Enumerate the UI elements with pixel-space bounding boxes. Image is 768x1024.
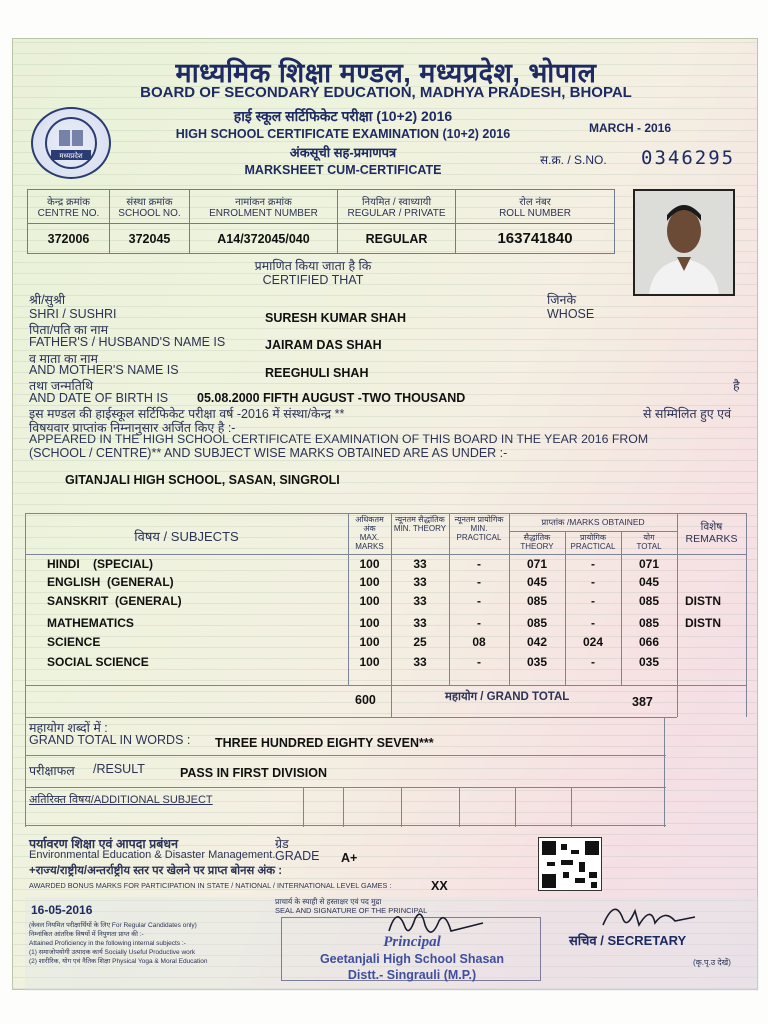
env-hindi: पर्यावरण शिक्षा एवं आपदा प्रबंधन <box>29 837 179 851</box>
note-3: Attained Proficiency in the following internal subjects :- <box>29 940 186 947</box>
doc-title-english: MARKSHEET CUM-CERTIFICATE <box>244 163 442 177</box>
cell-remarks: DISTN <box>685 594 721 608</box>
additional-subject-label <box>29 792 213 807</box>
theory-header-en: THEORY <box>520 542 554 551</box>
cell-subject: SOCIAL SCIENCE <box>47 655 149 669</box>
total-header-hi: योग <box>643 533 655 542</box>
remarks-header-hi: विशेष <box>700 521 723 533</box>
total-header <box>621 533 677 551</box>
cell-th: 071 <box>526 557 548 571</box>
secretary-label: सचिव / SECRETARY <box>569 933 687 948</box>
cell-subject: HINDI (SPECIAL) <box>47 557 154 571</box>
appeared-hindi: इस मण्डल की हाईस्कूल सर्टिफिकेट परीक्षा वर्ष -2016 में संस्था/केन्द्र ** <box>29 407 345 421</box>
cell-pr: - <box>591 594 595 608</box>
roll-label-hi: रोल नंबर <box>519 197 551 208</box>
certified-english: CERTIFIED THAT <box>262 273 364 287</box>
min-practical-header-hi: न्यूनतम प्रायोगिक <box>454 515 504 524</box>
cell-min-pr: - <box>477 575 481 589</box>
bonus-value: XX <box>431 879 448 893</box>
stamp-district: Distt.- Singrauli (M.P.) <box>347 968 477 982</box>
pto-note: (कृ.पृ.उ देखें) <box>693 958 731 967</box>
id-table <box>27 189 615 254</box>
father-name: JAIRAM DAS SHAH <box>265 338 382 352</box>
cell-total: 066 <box>638 635 660 649</box>
stamp-title: Principal <box>383 934 441 950</box>
grand-total-label: महायोग / GRAND TOTAL <box>445 691 570 703</box>
cell-min-pr: - <box>477 557 481 571</box>
table-row <box>25 557 759 577</box>
person-photo-icon <box>635 191 733 294</box>
note-1: (केवल नियमित परीक्षार्थियों के लिए For Regular Candidates only) <box>29 922 197 929</box>
grand-total: 387 <box>632 695 653 709</box>
issue-date: 16-05-2016 <box>31 903 93 917</box>
hai-hindi: है <box>733 379 740 393</box>
dob-hindi: तथा जन्मतिथि <box>29 379 94 393</box>
whose-hindi: जिनके <box>547 293 577 307</box>
table-row <box>25 616 759 636</box>
cell-min-th: 33 <box>413 575 427 589</box>
words-english: GRAND TOTAL IN WORDS : <box>29 733 191 747</box>
min-theory-header-en: MIN. THEORY <box>393 524 447 533</box>
max-header-en: MAX. MARKS <box>355 533 384 551</box>
serial-label: स.क्र. / S.NO. <box>540 153 607 167</box>
bonus-english: AWARDED BONUS MARKS FOR PARTICIPATION IN STATE / NATIONAL / INTERNATIONAL LEVEL GAMES : <box>29 881 392 890</box>
cell-max: 100 <box>359 575 380 589</box>
cell-total: 035 <box>638 655 660 669</box>
cell-min-th: 33 <box>413 655 427 669</box>
school-value: 372045 <box>110 224 190 254</box>
grade-english: GRADE <box>275 849 320 863</box>
emblem-icon <box>41 116 101 170</box>
cell-max: 100 <box>359 557 380 571</box>
max-header <box>348 515 391 551</box>
cell-min-th: 33 <box>413 594 427 608</box>
appeared-english-1: APPEARED IN THE HIGH SCHOOL CERTIFICATE EXAMINATION OF THIS BOARD IN THE YEAR 2016 FROM <box>29 432 649 446</box>
mother-name: REEGHULI SHAH <box>265 366 369 380</box>
grade-hindi: ग्रेड <box>275 837 289 851</box>
seal-label-hi: प्राचार्य के स्याही से हस्ताक्षर एवं पद मुद्रा <box>275 897 382 906</box>
bonus-hindi: +राज्य/राष्ट्रीय/अन्तर्राष्ट्रीय स्तर पर खेलने पर प्राप्त बोनस अंक : <box>29 865 283 877</box>
cell-min-th: 33 <box>413 616 427 630</box>
grade-value: A+ <box>341 851 358 865</box>
exam-title-english: HIGH SCHOOL CERTIFICATE EXAMINATION (10+2) 2016 <box>175 127 511 141</box>
table-row <box>25 575 759 595</box>
table-row <box>25 655 759 675</box>
cell-max: 100 <box>359 594 380 608</box>
enrol-label-hi: नामांकन क्रमांक <box>235 197 292 208</box>
cell-th: 035 <box>526 655 548 669</box>
cell-pr: 024 <box>582 635 604 649</box>
serial-number: 0346295 <box>641 147 736 169</box>
school-label-hi: संस्था क्रमांक <box>126 197 173 208</box>
exam-title-hindi: हाई स्कूल सर्टिफिकेट परीक्षा (10+2) 2016 <box>233 108 453 124</box>
cell-th: 042 <box>526 635 548 649</box>
practical-header-en: PRACTICAL <box>570 542 616 551</box>
appeared-hindi-right: से सम्मिलित हुए एवं <box>643 407 732 421</box>
result-value: PASS IN FIRST DIVISION <box>180 766 328 780</box>
centre-label-hi: केन्द्र क्रमांक <box>47 197 90 208</box>
mother-english: AND MOTHER'S NAME IS <box>29 363 179 377</box>
regular-label: REGULAR / PRIVATE <box>347 208 446 219</box>
min-theory-header-hi: न्यूनतम सैद्धांतिक <box>395 515 445 524</box>
roll-value: 163741840 <box>456 224 615 254</box>
cell-max: 100 <box>359 655 380 669</box>
min-practical-header <box>449 515 509 542</box>
secretary-signature-icon <box>595 895 705 935</box>
theory-header-hi: सैद्धांतिक <box>523 533 551 542</box>
note-4: (1) समाजोपयोगी उत्पादक कार्य Socially Useful Productive work <box>29 949 196 956</box>
title-english: BOARD OF SECONDARY EDUCATION, MADHYA PRADESH, BHOPAL <box>140 84 632 101</box>
school-name: GITANJALI HIGH SCHOOL, SASAN, SINGROLI <box>65 473 340 487</box>
dob-value: 05.08.2000 FIFTH AUGUST -TWO THOUSAND <box>197 391 466 405</box>
cell-pr: - <box>591 557 595 571</box>
cell-pr: - <box>591 655 595 669</box>
cell-min-pr: - <box>477 594 481 608</box>
note-5: (2) शारीरिक, योग एवं नैतिक शिक्षा Physical Yoga & Moral Education <box>29 958 208 965</box>
mother-hindi: व माता का नाम <box>29 352 98 366</box>
cell-subject: ENGLISH (GENERAL) <box>47 575 174 589</box>
cell-subject: SCIENCE <box>47 635 101 649</box>
cell-min-pr: 08 <box>472 635 486 649</box>
subjectwise-hindi: विषयवार प्राप्तांक निम्नानुसार अर्जित किए है :- <box>29 421 236 435</box>
words-hindi: महायोग शब्दों में : <box>29 721 108 735</box>
cell-pr: - <box>591 616 595 630</box>
shri-english: SHRI / SUSHRI <box>29 307 117 321</box>
cell-total: 085 <box>638 594 660 608</box>
cell-max: 100 <box>359 635 380 649</box>
max-total: 600 <box>355 693 376 707</box>
centre-label: CENTRE NO. <box>37 208 100 219</box>
proficiency-note <box>29 921 279 966</box>
max-header-hi: अधिकतम अंक <box>355 515 384 533</box>
dob-english: AND DATE OF BIRTH IS <box>29 391 169 405</box>
cell-min-th: 25 <box>413 635 427 649</box>
certified-hindi: प्रमाणित किया जाता है कि <box>254 259 372 273</box>
cell-min-th: 33 <box>413 557 427 571</box>
practical-header-hi: प्रायोगिक <box>579 533 607 542</box>
cell-total: 071 <box>638 557 660 571</box>
regular-value: REGULAR <box>338 224 456 254</box>
student-photo <box>633 189 735 296</box>
cell-max: 100 <box>359 616 380 630</box>
marks-obtained-header: प्राप्तांक /MARKS OBTAINED <box>541 517 645 527</box>
marks-table <box>25 513 759 709</box>
table-row <box>25 635 759 655</box>
env-english: Environmental Education & Disaster Management. <box>29 849 276 861</box>
remarks-header <box>677 521 746 545</box>
subjects-header: विषय / SUBJECTS <box>134 529 239 544</box>
appeared-english-2: (SCHOOL / CENTRE)** AND SUBJECT WISE MARKS OBTAINED ARE AS UNDER :- <box>29 446 508 460</box>
shri-hindi: श्री/सुश्री <box>29 293 66 307</box>
student-name: SURESH KUMAR SHAH <box>265 311 406 325</box>
regular-label-hi: नियमित / स्वाध्यायी <box>361 197 432 208</box>
note-2: निम्नांकित आंतरिक विषयों में निपुणता प्राप्त की :- <box>29 931 144 938</box>
cell-subject: MATHEMATICS <box>47 616 134 630</box>
cell-total: 045 <box>638 575 660 589</box>
seal-label-en: SEAL AND SIGNATURE OF THE PRINCIPAL <box>275 906 428 915</box>
theory-header <box>509 533 565 551</box>
qr-code <box>538 837 602 891</box>
cell-total: 085 <box>638 616 660 630</box>
cell-th: 045 <box>526 575 548 589</box>
total-header-en: TOTAL <box>636 542 662 551</box>
emblem-label: मध्यप्रदेश <box>59 152 83 160</box>
enrol-label: ENROLMENT NUMBER <box>209 208 318 219</box>
school-label: SCHOOL NO. <box>118 208 181 219</box>
practical-header <box>565 533 621 551</box>
min-practical-header-en: MIN. PRACTICAL <box>456 524 502 542</box>
additional-subject-cells <box>303 787 665 827</box>
cell-remarks: DISTN <box>685 616 721 630</box>
cell-subject: SANSKRIT (GENERAL) <box>47 594 182 608</box>
cell-th: 085 <box>526 616 548 630</box>
additional-subject-en: ADDITIONAL SUBJECT <box>93 794 213 806</box>
min-theory-header <box>391 515 449 533</box>
enrol-value: A14/372045/040 <box>190 224 338 254</box>
cell-min-pr: - <box>477 616 481 630</box>
cell-min-pr: - <box>477 655 481 669</box>
father-english: FATHER'S / HUSBAND'S NAME IS <box>29 335 226 349</box>
whose-english: WHOSE <box>547 307 595 321</box>
cell-th: 085 <box>526 594 548 608</box>
remarks-header-en: REMARKS <box>685 533 738 545</box>
title-hindi: माध्यमिक शिक्षा मण्डल, मध्यप्रदेश, भोपाल <box>175 58 597 88</box>
result-hindi: परीक्षाफल <box>29 764 75 778</box>
additional-subject-hi: अतिरिक्त विषय/ <box>29 794 94 806</box>
doc-title-hindi: अंकसूची सह-प्रमाणपत्र <box>289 145 397 160</box>
cell-pr: - <box>591 575 595 589</box>
words-value: THREE HUNDRED EIGHTY SEVEN*** <box>215 736 434 750</box>
session: MARCH - 2016 <box>589 121 672 135</box>
marksheet-certificate <box>12 38 758 990</box>
table-row <box>25 594 759 614</box>
father-hindi: पिता/पति का नाम <box>29 323 109 337</box>
centre-value: 372006 <box>28 224 110 254</box>
result-english: /RESULT <box>93 762 145 776</box>
stamp-school: Geetanjali High School Shasan <box>319 952 505 966</box>
principal-signature-icon <box>379 901 489 945</box>
roll-label: ROLL NUMBER <box>499 208 571 219</box>
